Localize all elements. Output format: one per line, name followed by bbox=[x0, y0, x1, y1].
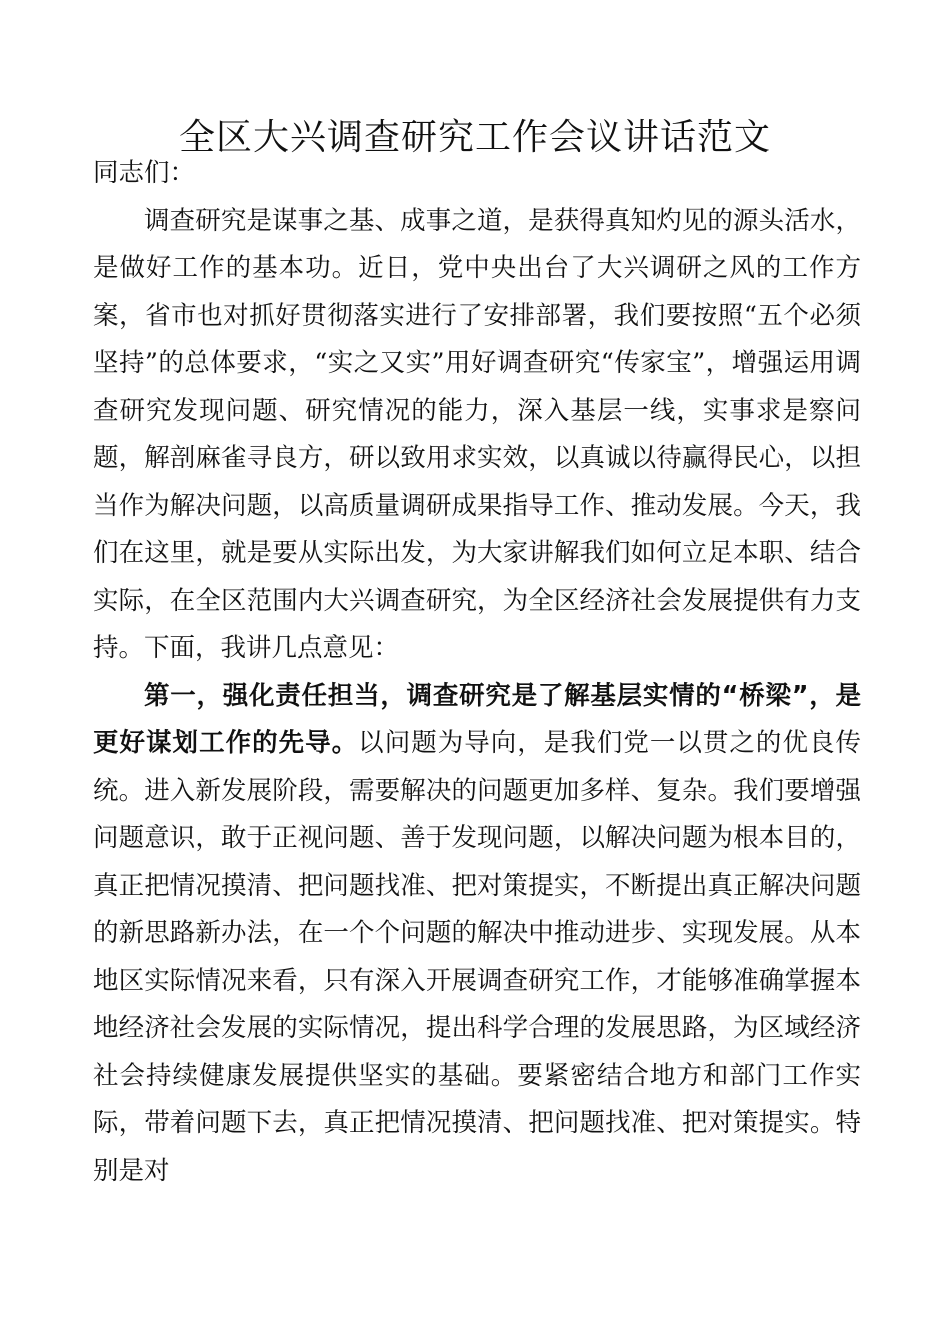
salutation: 同志们： bbox=[93, 158, 196, 188]
paragraph-2-lead: 第一，强化责任担当，调查研究是了解基层实情的“桥梁”，是更好谋划工作的先导。 bbox=[93, 680, 861, 758]
document-title: 全区大兴调查研究工作会议讲话范文 bbox=[178, 117, 771, 158]
paragraph-2-text: 以问题为导向，是我们党一以贯之的优良传统。进入新发展阶段，需要解决的问题更加多样、复杂。我们要增强问题意识，敢于正视问题、善于发现问题，以解决问题为根本目的，真正把情况摸清、把问题找准、把对策提实，不断提出真正解决问题的新思路新办法，在一个个问题的解决中推动进步、实现发展。从本地区实际情况来看，只有深入开展调查研究工作，才能够准确掌握本地经济社会发展的实际情况，提出科学合理的发展思路，为区域经济社会持续健康发展提供坚实的基础。要紧密结合地方和部门工作实际，带着问题下去，真正把情况摸清、把问题找准、把对策提实。特别是对 bbox=[93, 728, 861, 1186]
paragraph-1 bbox=[93, 198, 861, 673]
paragraph-1-text: 调查研究是谋事之基、成事之道，是获得真知灼见的源头活水，是做好工作的基本功。近日，党中央出台了大兴调研之风的工作方案，省市也对抓好贯彻落实进行了安排部署，我们要按照“五个必须坚持”的总体要求，“实之又实”用好调查研究“传家宝”，增强运用调查研究发现问题、研究情况的能力，深入基层一线，实事求是察问题，解剖麻雀寻良方，研以致用求实效，以真诚以待赢得民心，以担当作为解决问题，以高质量调研成果指导工作、推动发展。今天，我们在这里，就是要从实际出发，为大家讲解我们如何立足本职、结合实际，在全区范围内大兴调查研究，为全区经济社会发展提供有力支持。下面，我讲几点意见： bbox=[93, 205, 861, 663]
paragraph-2 bbox=[93, 673, 861, 1196]
document-body bbox=[93, 150, 861, 1195]
